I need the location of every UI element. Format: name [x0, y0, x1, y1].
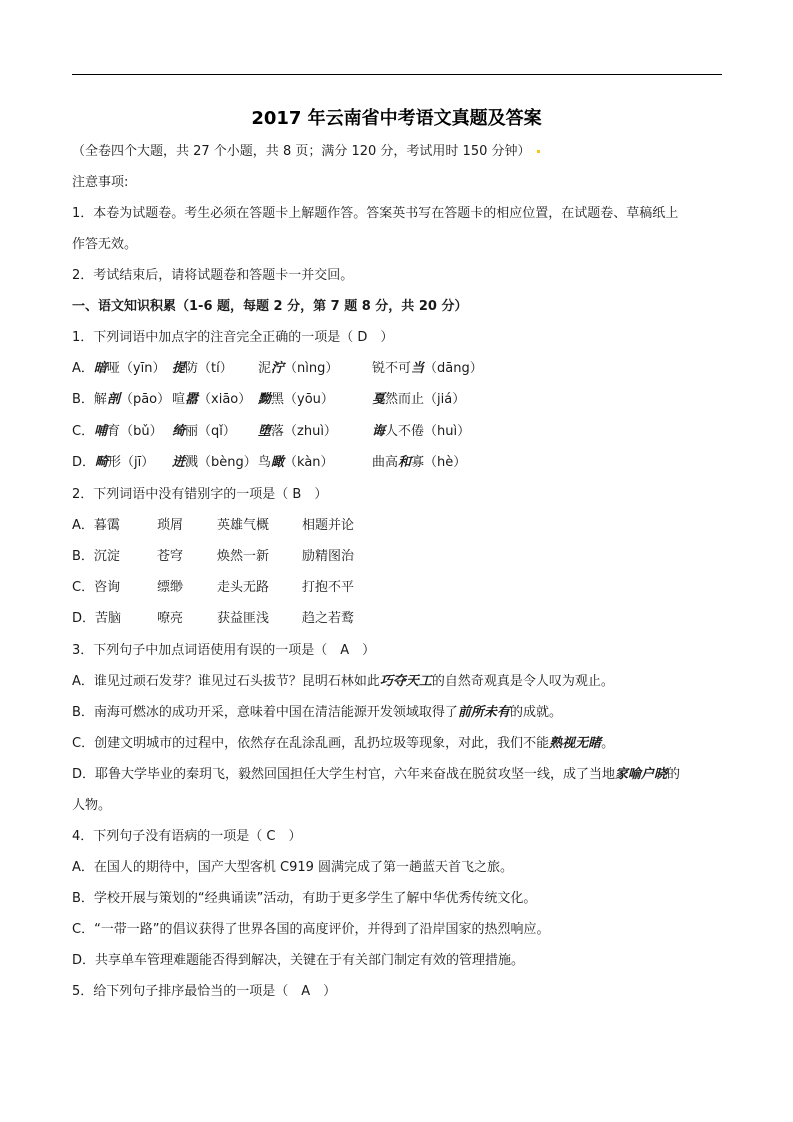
q1-option-item [172, 391, 251, 409]
q2-option-item [302, 548, 354, 566]
dotted-character: 畸 [95, 455, 109, 470]
q3-c-dotted: 熟视无睹 [549, 736, 602, 751]
q1-option-item [258, 454, 334, 472]
q1-option-item [258, 391, 334, 409]
dotted-character: 当 [411, 361, 425, 376]
q2-option-item [72, 548, 120, 566]
word: 缥缈 [157, 580, 184, 595]
q2-option-item [217, 517, 269, 535]
q1-option-item [172, 360, 233, 378]
option-label: D． [72, 455, 96, 470]
q1-option-item [258, 423, 337, 441]
document-title: 2017 年云南省中考语文真题及答案 [251, 108, 542, 129]
dotted-character: 戛 [372, 392, 386, 407]
q2-stem: 2．下列词语中没有错别字的一项是（ B ） [72, 487, 328, 502]
q1-option-item [372, 454, 466, 472]
dotted-character: 哺 [94, 424, 108, 439]
word: 苍穹 [157, 549, 184, 564]
word-rest: （pāo） [119, 392, 171, 407]
option-label: C． [72, 580, 95, 595]
word-rest: 溅（bèng） [185, 455, 257, 470]
word-rest: 落（zhuì） [271, 424, 337, 439]
notice-1b: 作答无效。 [72, 237, 138, 252]
q3-d-post: 的 [667, 767, 681, 782]
q4-option-b: B．学校开展与策划的“经典诵读”活动，有助于更多学生了解中华优秀传统文化。 [72, 891, 537, 906]
word: 苦脑 [95, 611, 122, 626]
subtitle [72, 143, 540, 161]
q2-option-item [72, 517, 120, 535]
word-rest: 然而止（jiá） [385, 392, 466, 407]
q5-stem: 5．给下列句子排序最恰当的一项是（ A ） [72, 984, 337, 999]
q2-option-item [217, 610, 269, 628]
q2-option-item [302, 610, 354, 628]
word-rest: 形（jī） [108, 455, 155, 470]
q2-option-item [157, 579, 183, 597]
dotted-character: 诲 [372, 424, 386, 439]
q2-option-item [157, 548, 183, 566]
q1-option-item [72, 423, 163, 441]
dotted-character: 迸 [172, 455, 186, 470]
dotted-character: 泞 [271, 361, 285, 376]
word: 暮霭 [93, 518, 120, 533]
q3-option-d [72, 766, 680, 784]
option-label: A． [72, 518, 94, 533]
q1-option-item [372, 360, 483, 378]
q3-c-pre: C．创建文明城市的过程中，依然存在乱涂乱画，乱扔垃圾等现象，对此，我们不能 [72, 736, 550, 751]
q3-c-post: 。 [601, 736, 615, 751]
q3-option-b [72, 704, 562, 722]
option-label: D． [72, 611, 96, 626]
word-prefix: 泥 [258, 361, 272, 376]
option-label: B． [72, 549, 94, 564]
q4-stem: 4．下列句子没有语病的一项是（ C ） [72, 829, 302, 844]
word-rest: 寡（hè） [411, 455, 467, 470]
word: 励精图治 [302, 549, 355, 564]
word: 咨询 [94, 580, 121, 595]
word: 英雄气概 [217, 518, 270, 533]
q2-option-item [72, 610, 121, 628]
dotted-character: 嚣 [185, 392, 199, 407]
word: 琐屑 [157, 518, 184, 533]
marker-dot [537, 150, 540, 153]
q3-option-d-cont: 人物。 [72, 798, 112, 813]
q2-option-item [217, 548, 269, 566]
q2-option-item [72, 579, 120, 597]
q3-b-pre: B．南海可燃冰的成功开采，意味着中国在清洁能源开发领域取得了 [72, 705, 458, 720]
section-heading-1: 一、语文知识积累（1-6 题，每题 2 分，第 7 题 8 分，共 20 分） [72, 299, 468, 314]
word-rest: （nìng） [284, 361, 339, 376]
q2-option-item [217, 579, 269, 597]
q3-option-a [72, 673, 614, 691]
word-rest: 黑（yōu） [271, 392, 334, 407]
dotted-character: 提 [172, 361, 186, 376]
header-rule [72, 74, 722, 75]
dotted-character: 堕 [258, 424, 272, 439]
option-label: B． [72, 392, 94, 407]
q2-option-item [157, 610, 183, 628]
q2-option-item [302, 579, 354, 597]
word: 走头无路 [217, 580, 270, 595]
subtitle-text: （全卷四个大题，共 27 个小题，共 8 页；满分 120 分，考试用时 150 分钟） [72, 144, 531, 159]
notice-heading: 注意事项: [72, 175, 129, 190]
q3-b-dotted: 前所未有 [457, 705, 510, 720]
q2-option-item [157, 517, 183, 535]
q1-option-item [372, 423, 470, 441]
dotted-character: 瞰 [271, 455, 285, 470]
notice-2: 2．考试结束后，请将试题卷和答题卡一并交回。 [72, 268, 354, 283]
dotted-character: 和 [398, 455, 412, 470]
word: 相题并论 [302, 518, 355, 533]
word-rest: 人不倦（huì） [385, 424, 471, 439]
q3-d-pre: D．耶鲁大学毕业的秦玥飞，毅然回国担任大学生村官，六年来奋战在脱贫攻坚一线，成了当地 [72, 767, 616, 782]
dotted-character: 剖 [106, 392, 120, 407]
q3-d-dotted: 家喻户晓 [615, 767, 668, 782]
option-label: A． [72, 361, 94, 376]
q4-option-c: C．“一带一路”的倡议获得了世界各国的高度评价，并得到了沿岸国家的热烈响应。 [72, 922, 550, 937]
q1-option-item [72, 391, 170, 409]
q1-stem: 1．下列词语中加点字的注音完全正确的一项是（ D ） [72, 330, 394, 345]
q3-option-c [72, 735, 614, 753]
q3-a-dotted: 巧夺天工 [379, 674, 432, 689]
word-prefix: 鸟 [258, 455, 272, 470]
word-prefix: 曲高 [372, 455, 399, 470]
word-prefix: 喧 [172, 392, 186, 407]
word-rest: 丽（qǐ） [185, 424, 236, 439]
word-rest: （kàn） [284, 455, 334, 470]
word: 趋之若鹜 [302, 611, 355, 626]
dotted-character: 绮 [172, 424, 186, 439]
word-prefix: 解 [93, 392, 107, 407]
option-label: C． [72, 424, 95, 439]
q4-option-d: D．共享单车管理难题能否得到解决，关键在于有关部门制定有效的管理措施。 [72, 953, 525, 968]
word-rest: （xiāo） [198, 392, 252, 407]
q3-b-post: 的成就。 [509, 705, 562, 720]
word-rest: 哑（yīn） [106, 361, 166, 376]
q1-option-item [172, 454, 257, 472]
word: 沉淀 [93, 549, 120, 564]
word: 获益匪浅 [217, 611, 270, 626]
word: 焕然一新 [217, 549, 270, 564]
notice-1a: 1．本卷为试题卷。考生必须在答题卡上解题作答。答案英书写在答题卡的相应位置，在试题卷、草稿纸上 [72, 206, 679, 221]
word-rest: 育（bǔ） [107, 424, 163, 439]
q2-option-item [302, 517, 354, 535]
q1-option-item [372, 391, 465, 409]
q4-option-a: A．在国人的期待中，国产大型客机 C919 圆满完成了第一趟蓝天首飞之旅。 [72, 860, 514, 875]
q3-a-post: 的自然奇观真是令人叹为观止。 [431, 674, 614, 689]
q3-stem: 3．下列句子中加点词语使用有误的一项是（ A ） [72, 643, 376, 658]
word: 打抱不平 [302, 580, 355, 595]
q1-option-item [172, 423, 236, 441]
q1-option-item [258, 360, 338, 378]
word-prefix: 锐不可 [372, 361, 412, 376]
q3-a-pre: A．谁见过顽石发芽？谁见过石头拔节？昆明石林如此 [72, 674, 380, 689]
word-rest: 防（tí） [185, 361, 233, 376]
q1-option-item [72, 360, 165, 378]
word: 嘹亮 [157, 611, 184, 626]
dotted-character: 暗 [93, 361, 107, 376]
dotted-character: 黝 [258, 392, 272, 407]
q1-option-item [72, 454, 154, 472]
word-rest: （dāng） [424, 361, 483, 376]
